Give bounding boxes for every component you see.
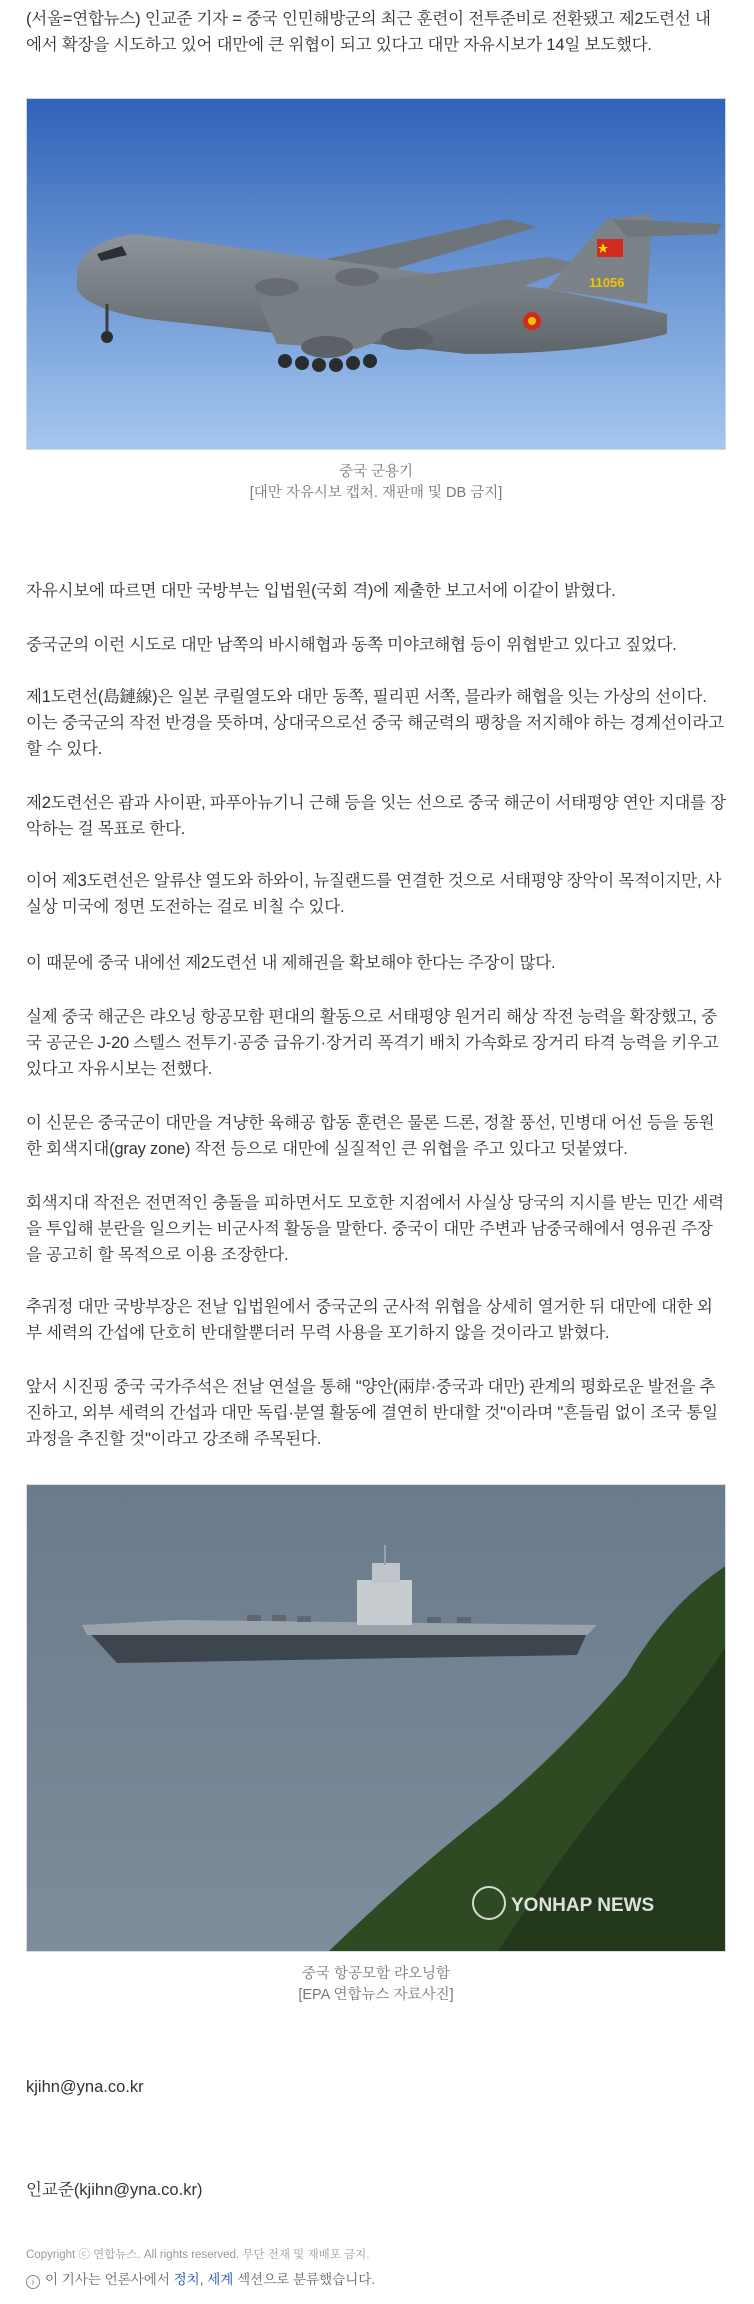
body-paragraph: 제2도련선은 괌과 사이판, 파푸아뉴기니 근해 등을 잇는 선으로 중국 해군이 서태평양 연안 지대를 장악하는 걸 목표로 한다. (26, 794, 726, 838)
svg-text:11056: 11056 (589, 275, 625, 290)
aircraft-carrier-photo[interactable] (26, 1484, 726, 1952)
body-paragraph: 자유시보에 따르면 대만 국방부는 입법원(국회 격)에 제출한 보고서에 이같이 밝혔다. (26, 582, 616, 600)
photo2-caption: 중국 항공모함 랴오닝함 (301, 1966, 451, 1982)
body-paragraph: 추궈정 대만 국방부장은 전날 입법원에서 중국군의 군사적 위협을 상세히 열거한 뒤 대만에 대한 외부 세력의 간섭에 단호히 반대할뿐더러 무력 사용을 포기하지 않을 것이라고 밝혔다. (26, 1298, 713, 1342)
military-aircraft-photo[interactable] (26, 98, 726, 450)
section-separator: , (199, 2272, 204, 2287)
body-paragraph: 이 신문은 중국군이 대만을 겨냥한 육해공 합동 훈련은 물론 드론, 정찰 풍선, 민병대 어선 등을 동원한 회색지대(gray zone) 작전 등으로 대만에 실질적인 큰 위협을 주고 있다고 덧붙였다. (26, 1114, 715, 1158)
section-classification (26, 2268, 375, 2289)
copyright-notice (26, 2246, 369, 2262)
photo1-caption: 중국 군용기 (338, 464, 414, 480)
body-paragraph: 이어 제3도련선은 알류샨 열도와 하와이, 뉴질랜드를 연결한 것으로 서태평양 장악이 목적이지만, 사실상 미국에 정면 도전하는 걸로 비칠 수 있다. (26, 872, 722, 916)
classification-suffix: 섹션으로 분류했습니다. (237, 2272, 376, 2287)
body-paragraph: 중국군의 이런 시도로 대만 남쪽의 바시해협과 동쪽 미야코해협 등이 위협받고 있다고 짚었다. (26, 636, 677, 654)
info-icon: i (26, 2275, 40, 2289)
carrier-illustration (27, 1485, 726, 1952)
body-paragraph: 이 때문에 중국 내에선 제2도련선 내 제해권을 확보해야 한다는 주장이 많다. (26, 954, 556, 972)
body-paragraph: 실제 중국 해군은 랴오닝 항공모함 편대의 활동으로 서태평양 원거리 해상 작전 능력을 확장했고, 중국 공군은 J-20 스텔스 전투기·공중 급유기·장거리 폭격기 배치 가속화로 장거리 타격 능력을 키우고 있다고 자유시보는 전했다. (26, 1008, 719, 1078)
section-link-politics[interactable]: 정치 (173, 2272, 200, 2287)
byline: 인교준(kjihn@yna.co.kr) (26, 2181, 203, 2199)
plane-illustration (27, 99, 726, 450)
svg-text:YONHAP NEWS: YONHAP NEWS (511, 1895, 655, 1916)
classification-prefix: 이 기사는 언론사에서 (45, 2272, 170, 2287)
copyright-text: Copyright ⓒ 연합뉴스. All rights reserved. 무단 전재 및 재배포 금지. (26, 2249, 370, 2261)
section-link-world[interactable]: 세계 (207, 2272, 234, 2287)
photo2-credit: [EPA 연합뉴스 자료사진] (298, 1987, 454, 2003)
body-paragraph: 앞서 시진핑 중국 국가주석은 전날 연설을 통해 "양안(兩岸·중국과 대만) 관계의 평화로운 발전을 추진하고, 외부 세력의 간섭과 대만 독립·분열 활동에 결연히 반대할 것"이라며 "흔들림 없이 조국 통일 과정을 추진할 것"이라고 강조해 주목된다. (26, 1378, 718, 1448)
reporter-email[interactable]: kjihn@yna.co.kr (26, 2078, 144, 2096)
body-paragraph: 회색지대 작전은 전면적인 충돌을 피하면서도 모호한 지점에서 사실상 당국의 지시를 받는 민간 세력을 투입해 분란을 일으키는 비군사적 활동을 말한다. 중국이 대만 주변과 남중국해에서 영유권 주장을 공고히 할 목적으로 이용 조장한다. (26, 1194, 724, 1264)
body-paragraph: 제1도련선(島鏈線)은 일본 쿠릴열도와 대만 동쪽, 필리핀 서쪽, 믈라카 해협을 잇는 가상의 선이다. 이는 중국군의 작전 반경을 뜻하며, 상대국으로선 중국 해군력의 팽창을 저지해야 하는 경계선이라고 할 수 있다. (26, 688, 724, 758)
photo1-credit: [대만 자유시보 캡처. 재판매 및 DB 금지] (249, 485, 503, 501)
lead-paragraph: (서울=연합뉴스) 인교준 기자 = 중국 인민해방군의 최근 훈련이 전투준비로 전환됐고 제2도련선 내에서 확장을 시도하고 있어 대만에 큰 위협이 되고 있다고 대만 자유시보가 14일 보도했다. (26, 10, 711, 54)
